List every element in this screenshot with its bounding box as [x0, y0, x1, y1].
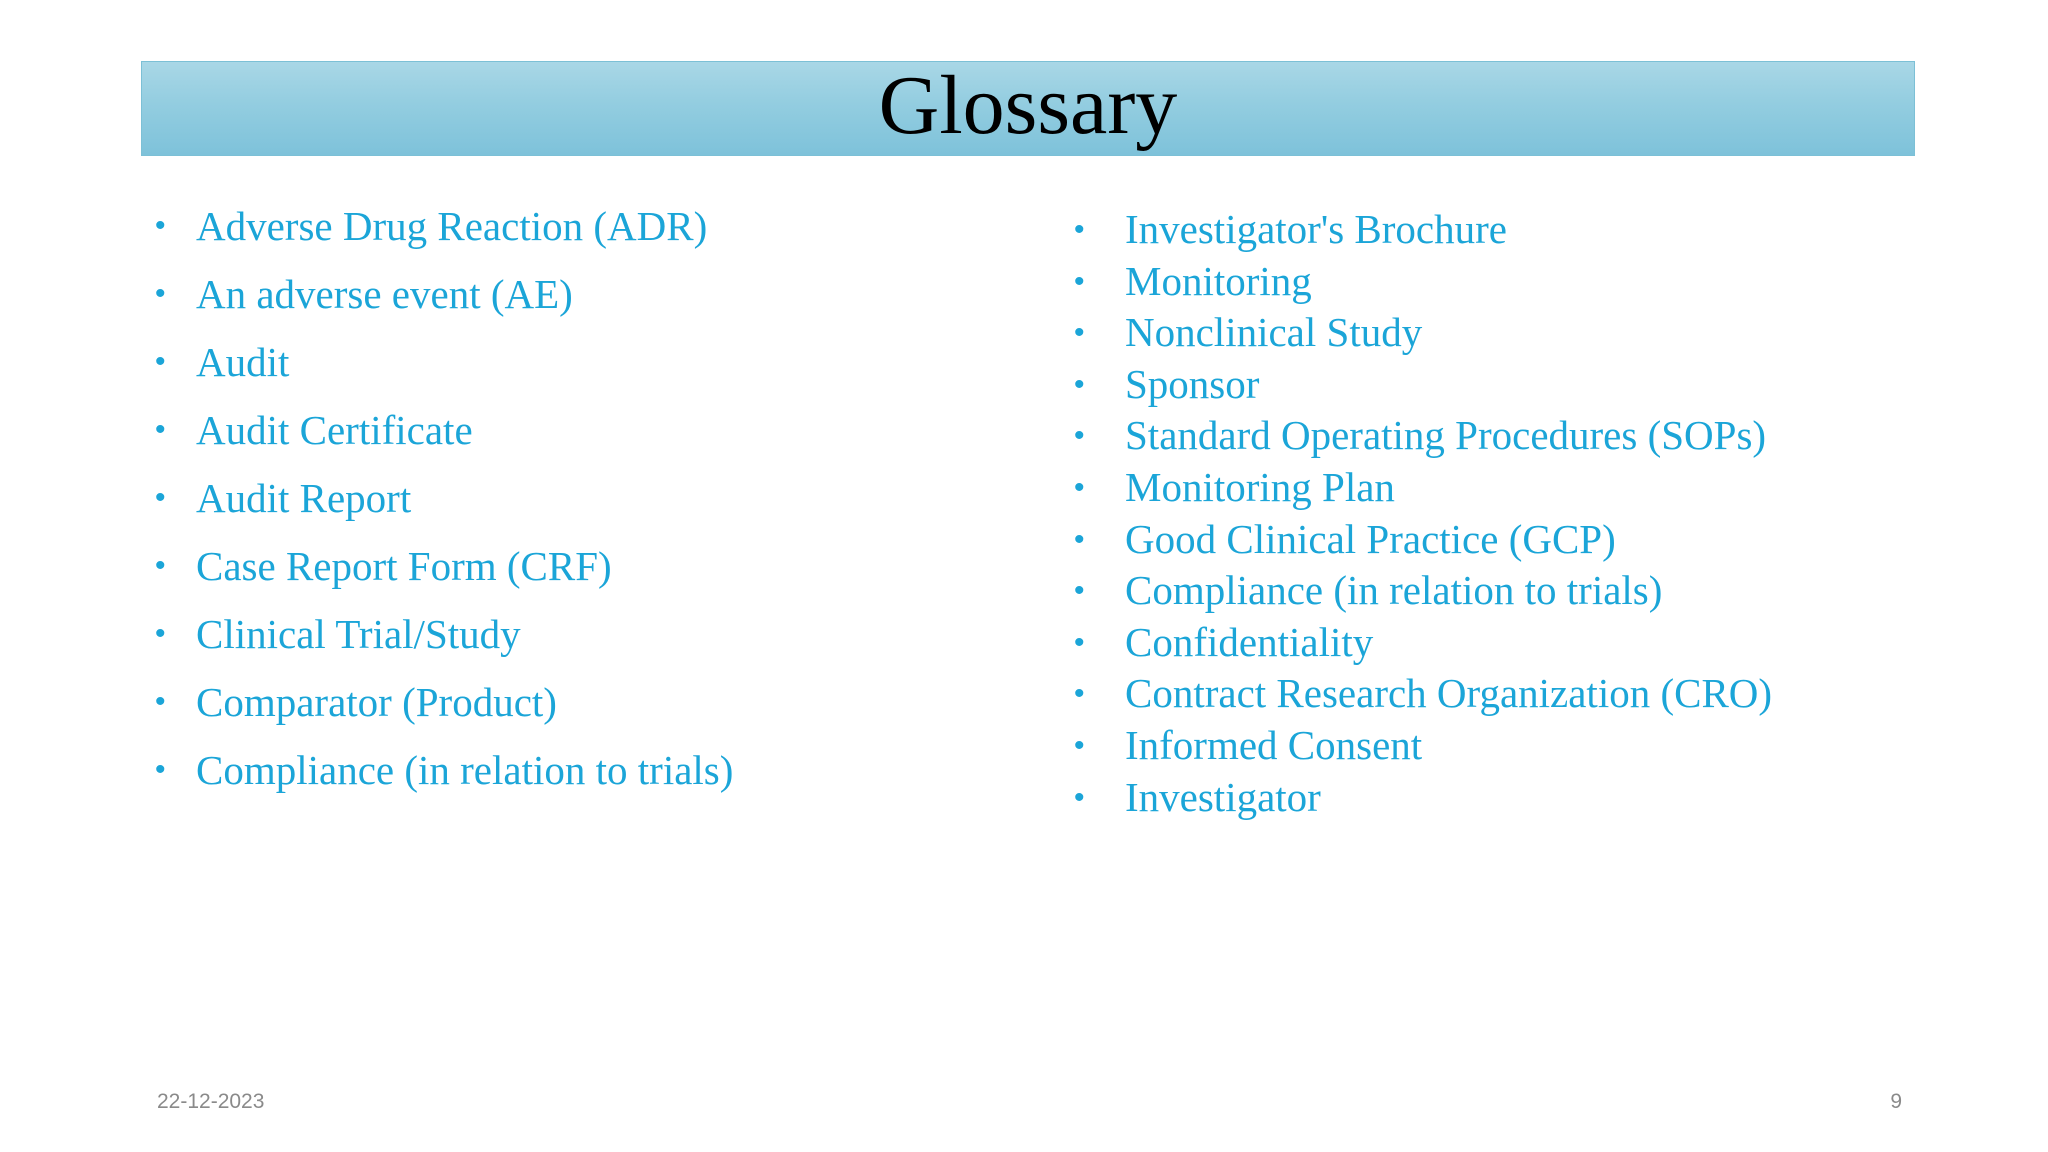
bullet-icon: • [1074, 625, 1085, 659]
list-item-label: Monitoring [1125, 257, 1312, 304]
slide-title: Glossary [878, 58, 1178, 152]
footer-date: 22-12-2023 [157, 1090, 265, 1113]
list-item [155, 741, 733, 809]
list-item [1074, 307, 1772, 359]
list-item-label: Good Clinical Practice (GCP) [1125, 515, 1616, 562]
bullet-icon: • [1074, 367, 1085, 401]
list-item [155, 469, 733, 537]
bullet-icon: • [155, 209, 166, 242]
list-item-label: Compliance (in relation to trials) [1125, 567, 1663, 614]
bullet-icon: • [1074, 264, 1085, 298]
bullet-icon: • [1074, 419, 1085, 453]
bullet-icon: • [155, 617, 166, 650]
bullet-icon: • [1074, 316, 1085, 350]
bullet-icon: • [155, 685, 166, 718]
list-item-label: Compliance (in relation to trials) [196, 747, 734, 793]
bullet-icon: • [1074, 780, 1085, 814]
list-item [1074, 410, 1772, 462]
list-item-label: Comparator (Product) [196, 679, 557, 725]
list-item [155, 605, 733, 673]
list-item-label: Clinical Trial/Study [196, 611, 521, 657]
bullet-icon: • [1074, 213, 1085, 246]
list-item-label: Adverse Drug Reaction (ADR) [196, 203, 708, 249]
list-item-label: Sponsor [1125, 360, 1260, 407]
list-item-label: Investigator's Brochure [1125, 206, 1507, 252]
list-item [1074, 565, 1772, 617]
list-item [155, 197, 733, 265]
list-item-label: Audit [196, 339, 290, 385]
bullet-icon: • [155, 413, 166, 446]
bullet-icon: • [155, 481, 166, 514]
list-item-label: Case Report Form (CRF) [196, 543, 612, 589]
list-item-label: Monitoring Plan [1125, 463, 1395, 510]
bullet-icon: • [155, 345, 166, 378]
list-item [1074, 720, 1772, 772]
list-item-label: Informed Consent [1125, 721, 1423, 768]
list-item [1074, 204, 1772, 256]
list-item-label: Audit Certificate [196, 407, 473, 453]
glossary-list-left [155, 197, 733, 809]
list-item [155, 537, 733, 605]
list-item-label: Nonclinical Study [1125, 309, 1423, 356]
bullet-icon: • [155, 753, 166, 786]
list-item [155, 673, 733, 741]
list-item-label: Investigator [1125, 773, 1321, 820]
list-item [1074, 668, 1772, 720]
list-item [155, 333, 733, 401]
list-item [1074, 359, 1772, 411]
list-item-label: Confidentiality [1125, 618, 1374, 665]
glossary-list-right [1074, 204, 1772, 823]
list-item [1074, 462, 1772, 514]
bullet-icon: • [1074, 522, 1085, 556]
list-item [1074, 772, 1772, 824]
list-item-label: Standard Operating Procedures (SOPs) [1125, 412, 1767, 459]
bullet-icon: • [1074, 574, 1085, 608]
list-item [155, 265, 733, 333]
title-banner [141, 58, 1915, 156]
bullet-icon: • [1074, 677, 1085, 711]
list-item-label: Audit Report [196, 475, 412, 521]
bullet-icon: • [155, 277, 166, 310]
page-number: 9 [1890, 1090, 1902, 1113]
list-item [155, 401, 733, 469]
list-item [1074, 617, 1772, 669]
bullet-icon: • [1074, 728, 1085, 762]
list-item [1074, 256, 1772, 308]
list-item [1074, 514, 1772, 566]
list-item-label: An adverse event (AE) [196, 271, 573, 317]
bullet-icon: • [155, 549, 166, 582]
list-item-label: Contract Research Organization (CRO) [1125, 670, 1773, 717]
bullet-icon: • [1074, 470, 1085, 504]
